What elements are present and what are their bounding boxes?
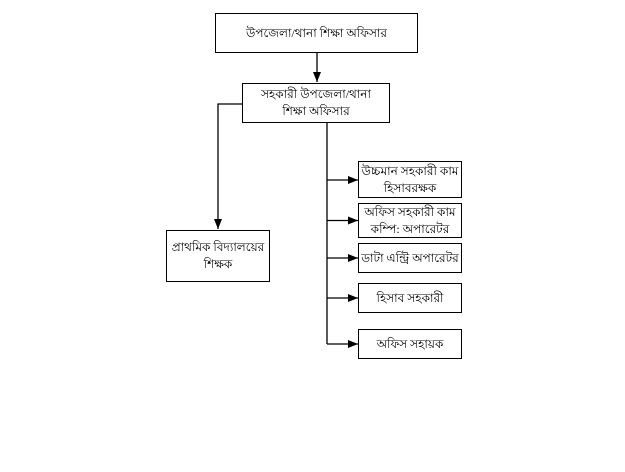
node-label-line: শিক্ষা অফিসার <box>282 104 350 118</box>
node-label-line: প্রাথমিক বিদ্যালয়ের <box>171 240 265 255</box>
node-label-line: উপজেলা/থানা শিক্ষা অফিসার <box>245 25 388 40</box>
node-office-assistant-cum-computer-operator <box>358 203 462 238</box>
node-label-line: হিসাব সহকারী <box>376 290 444 305</box>
node-office-helper <box>358 329 462 359</box>
node-upazila-education-officer <box>215 13 418 53</box>
node-primary-school-teacher <box>166 230 270 282</box>
node-accounts-assistant <box>358 283 462 313</box>
node-upper-division-assistant-cum-accountant <box>358 161 462 198</box>
edge-assistant-to-teacher <box>218 104 242 229</box>
node-label-line: উচ্চমান সহকারী কাম <box>361 163 459 178</box>
node-data-entry-operator <box>358 243 462 273</box>
node-label-line: কম্পি: অপারেটর <box>370 221 450 236</box>
node-label-line: অফিস সহকারী কাম <box>364 204 456 219</box>
node-label-line: ডাটা এন্ট্রি অপারেটর <box>361 250 459 265</box>
node-label-line: শিক্ষক <box>203 257 233 271</box>
node-assistant-upazila-education-officer <box>242 83 390 123</box>
node-label-line: হিসাবরক্ষক <box>383 180 437 195</box>
node-label-line: অফিস সহায়ক <box>376 336 444 351</box>
node-label-line: সহকারী উপজেলা/থানা <box>261 87 371 102</box>
